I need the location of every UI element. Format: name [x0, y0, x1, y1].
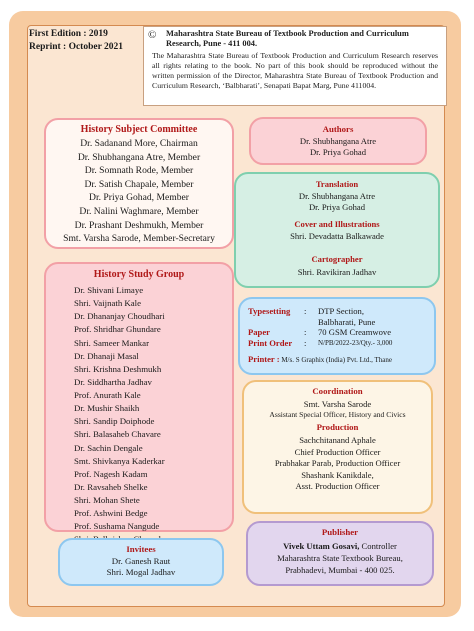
committee-member: Dr. Satish Chapale, Member [84, 178, 194, 190]
study-group-member: Dr. Dhanaji Masal [74, 350, 139, 361]
colon: : [304, 327, 307, 337]
publisher-box [246, 521, 434, 586]
study-group-member: Shri. Sameer Mankar [74, 337, 149, 348]
invitee: Shri. Mogal Jadhav [106, 567, 176, 577]
coordination-title: Coordination [312, 386, 363, 396]
subject-committee-title: History Subject Committee [80, 124, 198, 135]
committee-member: Dr. Somnath Rode, Member [84, 165, 194, 177]
authors-box [249, 117, 427, 165]
committee-member: Dr. Sadanand More, Chairman [80, 138, 198, 149]
cover-illustrator: Shri. Devadatta Balkawade [290, 231, 384, 241]
committee-member: Smt. Varsha Sarode, Member-Secretary [63, 233, 215, 245]
translator: Dr. Shubhangana Atre [298, 191, 376, 201]
cartographer: Shri. Ravikiran Jadhav [297, 266, 377, 277]
study-group-member: Dr. Ravsaheb Shelke [74, 481, 148, 492]
publisher-name: Vivek Uttam Gosavi, [283, 541, 360, 551]
study-group-member: Dr. Siddhartha Jadhav [74, 376, 152, 387]
copyright-icon: © [148, 29, 157, 41]
typesetting-value: DTP Section, [318, 306, 364, 316]
invitee: Dr. Ganesh Raut [111, 556, 171, 566]
production-line: Shashank Kanikdale, [301, 469, 374, 480]
typesetting-box [238, 297, 436, 375]
reprint-edition: Reprint : October 2021 [29, 42, 124, 52]
study-group-member: Smt. Shivkanya Kaderkar [74, 455, 165, 466]
study-group-member: Dr. Dhananjay Choudhari [74, 311, 165, 322]
study-group-member: Shri. Vaijnath Kale [74, 298, 142, 309]
copyright-box [143, 26, 447, 106]
study-group-member: Dr. Mushir Shaikh [74, 403, 140, 414]
copyright-notice: The Maharashtra State Bureau of Textbook Production and Curriculum Research reserves all rights relating to the book. No part of this book should be reproduced without the written permission of the Director, Maharashtra State Bureau of Textbook Production and Curriculum Research, ‘Balbharati’, Senapati Bapat Marg, Pune 411004. [152, 51, 438, 90]
paper-label: Paper [248, 327, 270, 337]
committee-member: Dr. Prashant Deshmukh, Member [74, 219, 204, 231]
typesetting-label: Typesetting [248, 306, 291, 316]
study-group-member: Shri. Sandip Doiphode [74, 416, 155, 427]
study-group-member: Prof. Anurath Kale [74, 390, 141, 400]
edition-info [29, 28, 123, 54]
production-title: Production [316, 422, 359, 433]
cover-illustrations-title: Cover and Illustrations [294, 219, 380, 229]
study-group-member: Prof. Ashwini Bedge [74, 508, 148, 519]
study-group-list [46, 284, 232, 547]
invitees-title: Invitees [126, 544, 156, 554]
publisher-title: Publisher [321, 527, 359, 537]
coordination-box [242, 380, 433, 514]
copyright-heading: Maharashtra State Bureau of Textbook Production and Curriculum Research, Pune - 411 004. [166, 29, 409, 48]
committee-member: Dr. Priya Gohad, Member [89, 192, 189, 204]
production-line: Chief Production Officer [294, 446, 381, 457]
study-group-member: Prof. Nagesh Kadam [74, 468, 148, 479]
author: Dr. Priya Gohad [309, 146, 367, 157]
production-line: Asst. Production Officer [295, 481, 380, 492]
study-group-member: Prof. Shridhar Ghundare [74, 324, 161, 335]
colon: : [304, 337, 307, 348]
first-edition: First Edition : 2019 [29, 29, 108, 39]
production-line: Sachchitanand Aphale [299, 435, 376, 446]
print-order-label: Print Order [248, 337, 293, 348]
translation-box [234, 172, 440, 288]
publisher-address: Prabhadevi, Mumbai - 400 025. [285, 565, 395, 575]
publisher-org: Maharashtra State Textbook Bureau, [277, 553, 403, 563]
translation-title: Translation [315, 179, 359, 189]
paper-value: 70 GSM Creamwove [318, 327, 392, 337]
invitees-box [58, 538, 224, 586]
colon: : [304, 306, 307, 316]
translator: Dr. Priya Gohad [308, 201, 366, 212]
production-line: Prabhakar Parab, Production Officer [274, 458, 401, 469]
study-group-member: Dr. Shivani Limaye [74, 285, 144, 295]
printer-value: M/s. S Graphix (India) Pvt. Ltd., Thane [281, 356, 393, 364]
coordinator-name: Smt. Varsha Sarode [303, 399, 372, 409]
printer-label: Printer : [248, 354, 280, 364]
authors-title: Authors [322, 124, 354, 134]
study-group-box [44, 262, 234, 532]
committee-member: Dr. Nalini Waghmare, Member [79, 205, 199, 217]
study-group-title: History Study Group [93, 269, 185, 280]
study-group-member: Shri. Mohan Shete [74, 495, 140, 505]
study-group-member: Shri. Krishna Deshmukh [74, 363, 162, 374]
author: Dr. Shubhangana Atre [299, 136, 377, 146]
coordinator-role: Assistant Special Officer, History and Civics [269, 410, 406, 420]
study-group-member: Prof. Sushama Nangude [74, 521, 160, 532]
study-group-member: Dr. Sachin Dengale [74, 442, 143, 453]
cartographer-title: Cartographer [311, 253, 363, 264]
study-group-member: Shri. Balasaheb Chavare [74, 429, 161, 440]
typesetting-value-2: Balbharati, Pune [318, 316, 376, 327]
subject-committee-box [44, 118, 234, 249]
publisher-role: Controller [359, 541, 397, 551]
committee-member: Dr. Shubhangana Atre, Member [77, 151, 201, 163]
print-order-value: N/PB/2022-23/Qty.- 3,000 [318, 338, 393, 347]
